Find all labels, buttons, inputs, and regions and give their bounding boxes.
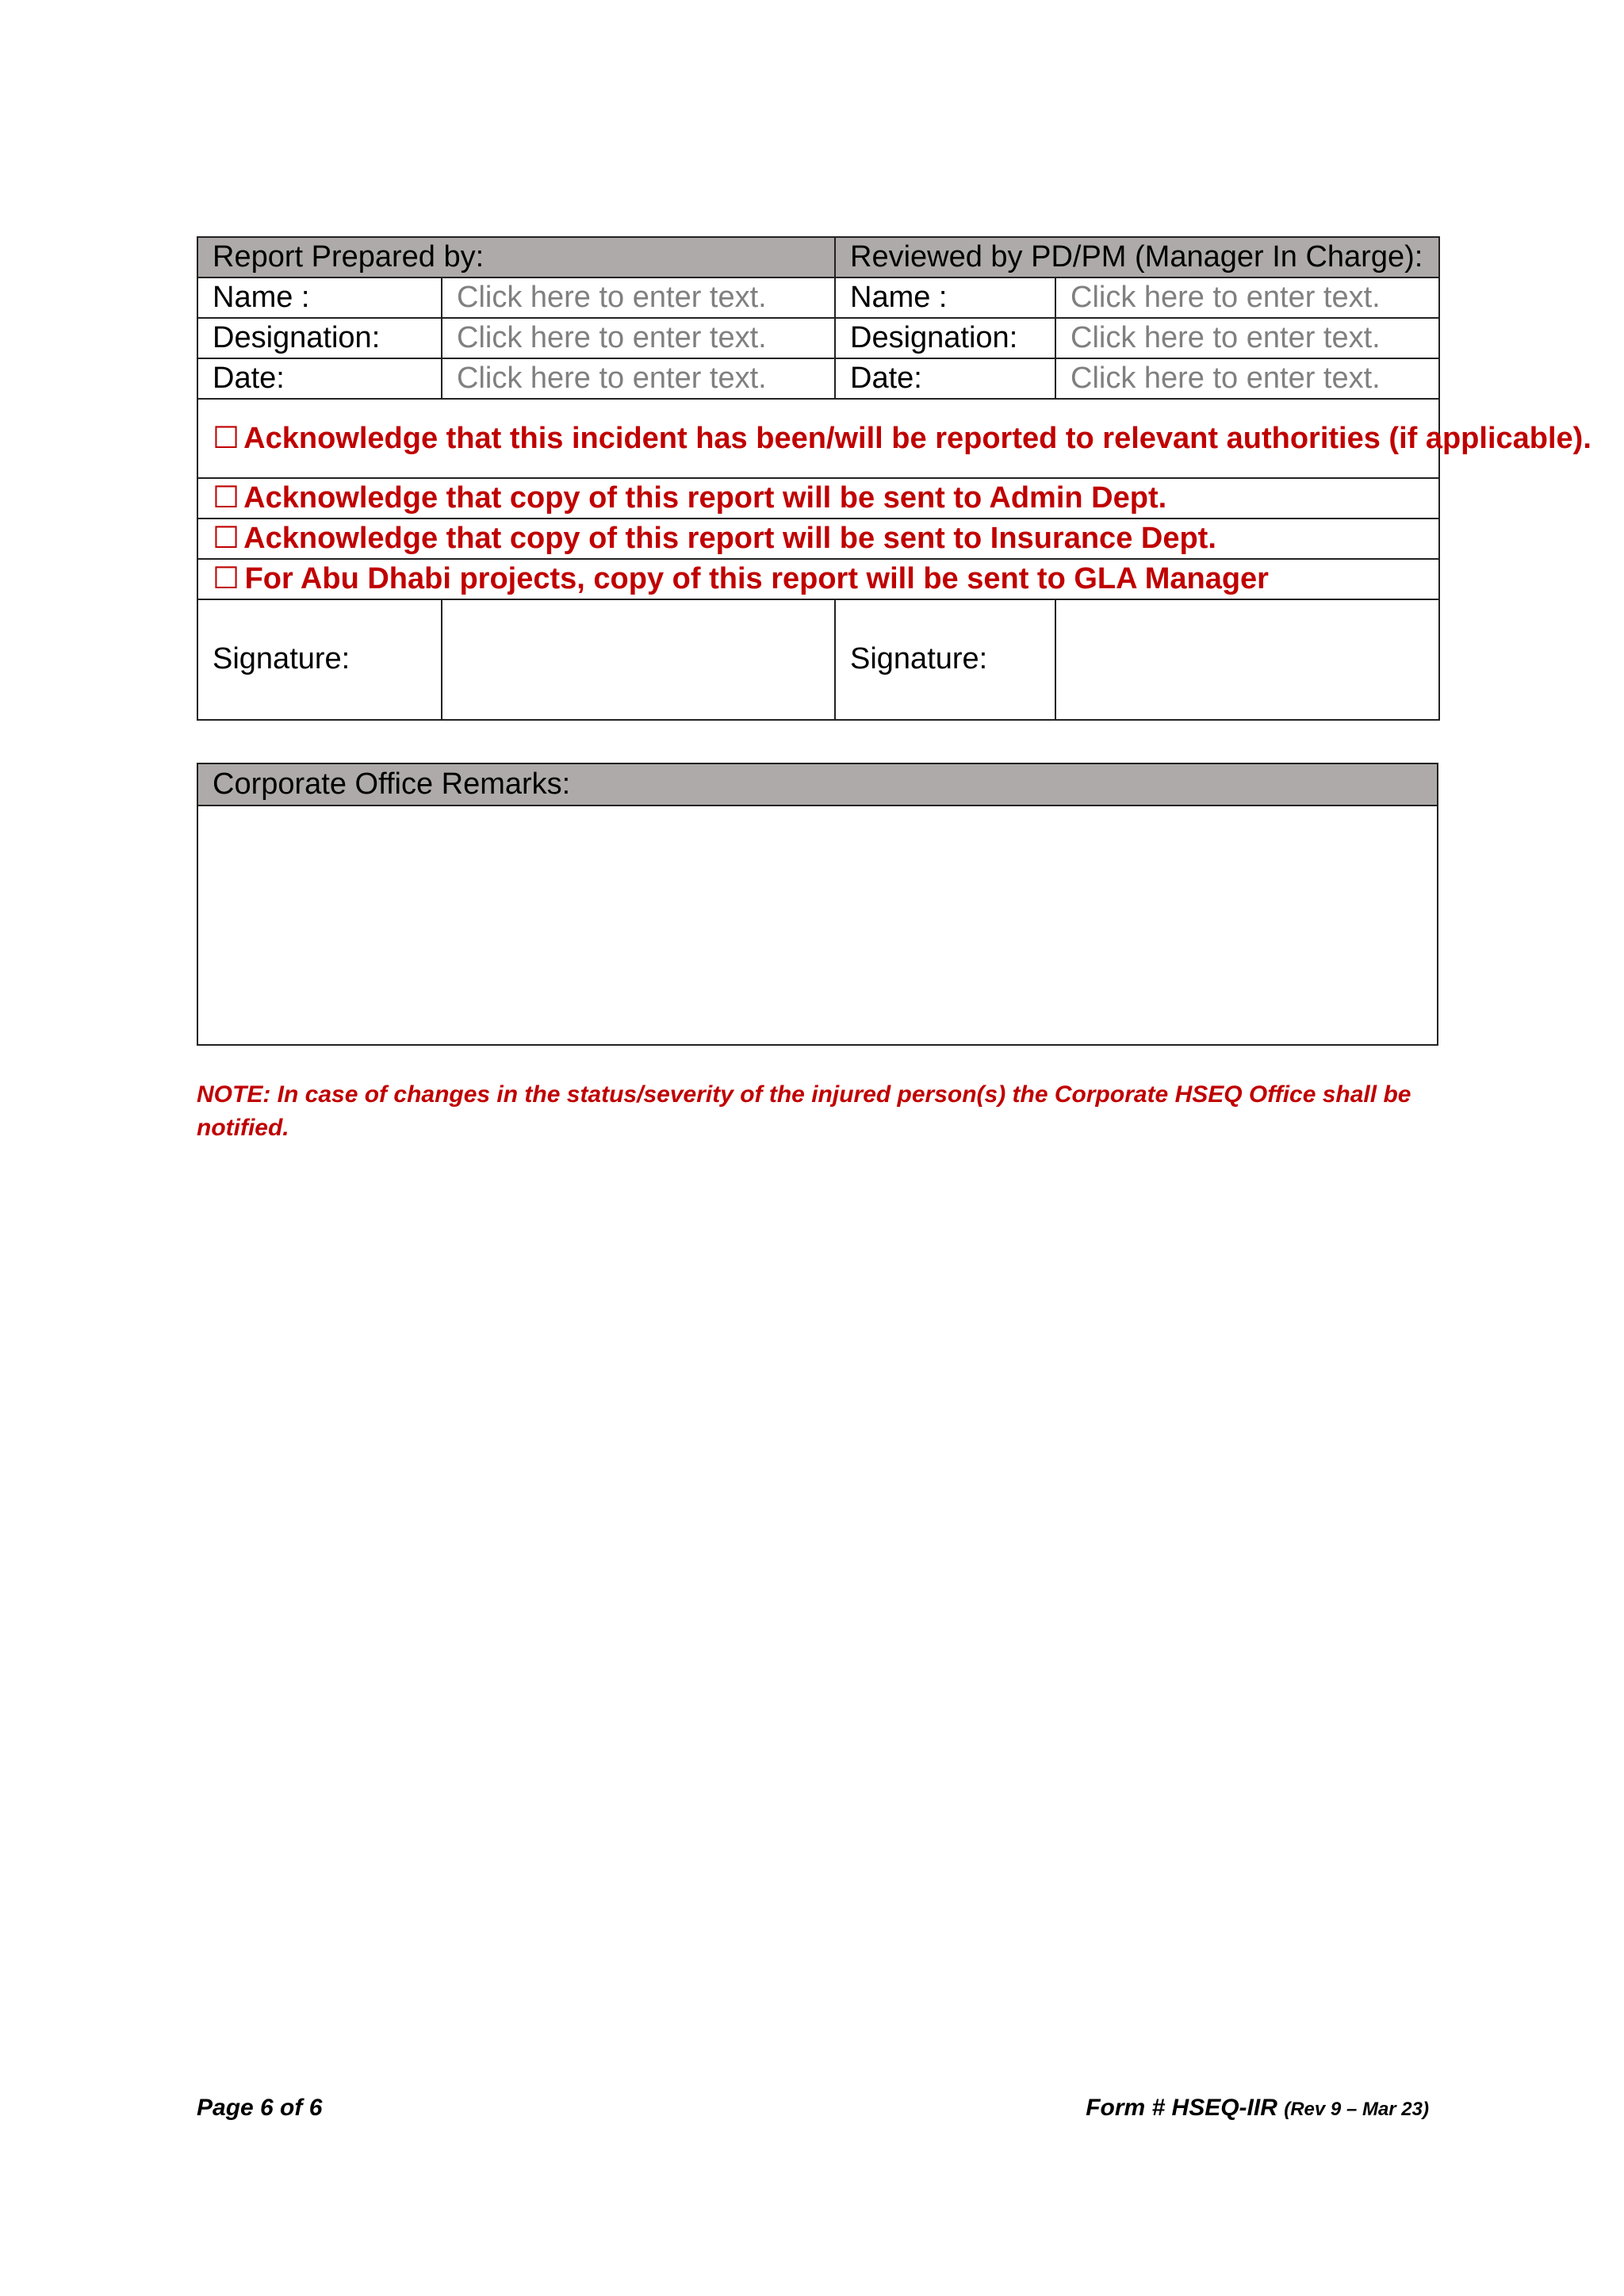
reviewed-signature-label: Signature: [835,599,1055,720]
ack-authorities-row [197,399,1591,478]
ack-insurance-row [197,519,1439,559]
ack-gla-text: For Abu Dhabi projects, copy of this report will be sent to GLA Manager [244,561,1269,595]
remarks-header: Corporate Office Remarks: [197,763,1438,806]
page-number: Page 6 of 6 [197,2095,323,2121]
prepared-name-field[interactable]: Click here to enter text. [442,277,835,318]
prepared-designation-field[interactable]: Click here to enter text. [442,318,835,358]
reviewed-by-header: Reviewed by PD/PM (Manager In Charge): [835,237,1439,277]
ack-authorities-checkbox[interactable]: ☐ [213,421,240,455]
ack-gla-checkbox[interactable]: ☐ [213,561,240,595]
form-id: Form # HSEQ-IIR [1086,2095,1277,2121]
prepared-by-header: Report Prepared by: [197,237,835,277]
reviewed-designation-label: Designation: [835,318,1055,358]
reviewed-name-label: Name : [835,277,1055,318]
prepared-signature-label: Signature: [197,599,442,720]
reviewed-date-label: Date: [835,358,1055,399]
form-number [1086,2095,1429,2122]
reviewed-name-field[interactable]: Click here to enter text. [1055,277,1439,318]
prepared-date-field[interactable]: Click here to enter text. [442,358,835,399]
prepared-designation-label: Designation: [197,318,442,358]
reviewed-designation-field[interactable]: Click here to enter text. [1055,318,1439,358]
ack-admin-row [197,478,1439,519]
remarks-field[interactable] [197,806,1438,1045]
signoff-table [197,236,1591,721]
reviewed-signature-field[interactable] [1055,599,1439,720]
ack-admin-checkbox[interactable]: ☐ [213,480,240,515]
reviewed-date-field[interactable]: Click here to enter text. [1055,358,1439,399]
prepared-name-label: Name : [197,277,442,318]
remarks-table [197,763,1438,1046]
ack-admin-text: Acknowledge that copy of this report will be sent to Admin Dept. [243,480,1167,515]
prepared-date-label: Date: [197,358,442,399]
form-revision: (Rev 9 – Mar 23) [1284,2099,1429,2120]
ack-insurance-checkbox[interactable]: ☐ [213,521,240,555]
ack-gla-row [197,559,1439,599]
ack-insurance-text: Acknowledge that copy of this report will be sent to Insurance Dept. [243,521,1216,555]
hseq-note: NOTE: In case of changes in the status/severity of the injured person(s) the Corporate HSEQ Office shall be notified. [197,1081,1411,1141]
prepared-signature-field[interactable] [442,599,835,720]
ack-authorities-text: Acknowledge that this incident has been/will be reported to relevant authorities (if applicable). [243,421,1591,455]
